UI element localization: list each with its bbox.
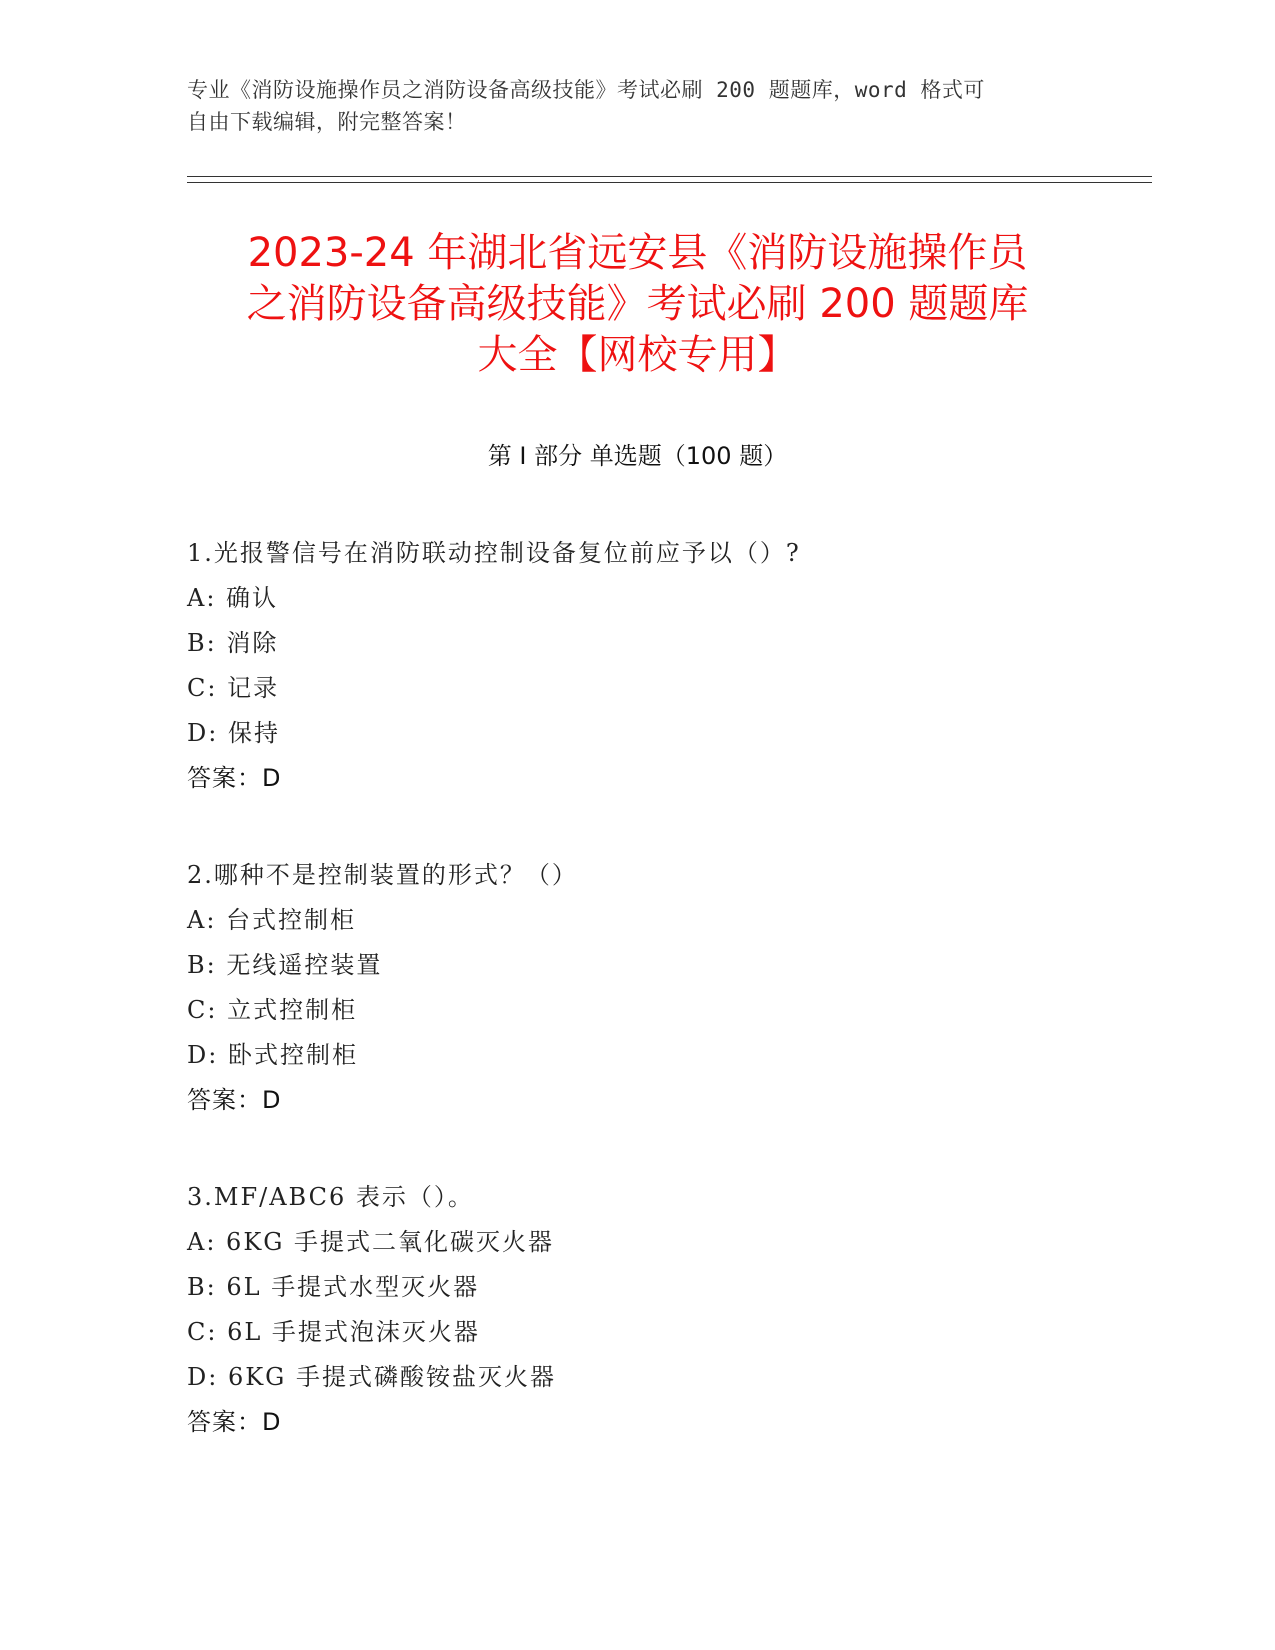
header-rule-bottom bbox=[187, 182, 1152, 183]
question-option-a: A: 确认 bbox=[187, 584, 279, 612]
question-option-a: A: 台式控制柜 bbox=[187, 906, 357, 934]
question-option-c: C: 6L 手提式泡沫灭火器 bbox=[187, 1318, 480, 1346]
document-title bbox=[150, 228, 1125, 381]
question-stem: 3.MF/ABC6 表示（）。 bbox=[187, 1183, 474, 1211]
question-option-b: B: 无线遥控装置 bbox=[187, 951, 383, 979]
question-item bbox=[187, 531, 1147, 801]
question-stem: 1.光报警信号在消防联动控制设备复位前应予以（）? bbox=[187, 539, 801, 567]
header-note-line-2: 自由下载编辑，附完整答案！ bbox=[187, 110, 467, 134]
section-title: 第 I 部分 单选题（100 题） bbox=[487, 442, 788, 470]
header-note bbox=[187, 74, 1067, 138]
question-option-b: B: 消除 bbox=[187, 629, 279, 657]
question-stem: 2.哪种不是控制装置的形式？（） bbox=[187, 861, 578, 889]
question-answer: 答案：D bbox=[187, 764, 282, 792]
header-rule-top bbox=[187, 176, 1152, 177]
question-option-c: C: 记录 bbox=[187, 674, 280, 702]
question-option-b: B: 6L 手提式水型灭火器 bbox=[187, 1273, 480, 1301]
header-note-line-1: 专业《消防设施操作员之消防设备高级技能》考试必刷 200 题题库，word 格式可 bbox=[187, 78, 985, 102]
question-option-d: D: 保持 bbox=[187, 719, 280, 747]
question-option-d: D: 6KG 手提式磷酸铵盐灭火器 bbox=[187, 1363, 556, 1391]
question-item bbox=[187, 853, 1147, 1123]
question-answer: 答案：D bbox=[187, 1086, 282, 1114]
question-answer: 答案：D bbox=[187, 1408, 282, 1436]
question-option-d: D: 卧式控制柜 bbox=[187, 1041, 358, 1069]
title-line-2: 之消防设备高级技能》考试必刷 200 题题库 bbox=[246, 281, 1029, 327]
question-item bbox=[187, 1175, 1147, 1445]
question-option-a: A: 6KG 手提式二氧化碳灭火器 bbox=[187, 1228, 555, 1256]
question-list bbox=[187, 531, 1147, 1497]
question-option-c: C: 立式控制柜 bbox=[187, 996, 358, 1024]
title-line-3: 大全【网校专用】 bbox=[477, 332, 798, 378]
title-line-1: 2023-24 年湖北省远安县《消防设施操作员 bbox=[247, 230, 1028, 276]
